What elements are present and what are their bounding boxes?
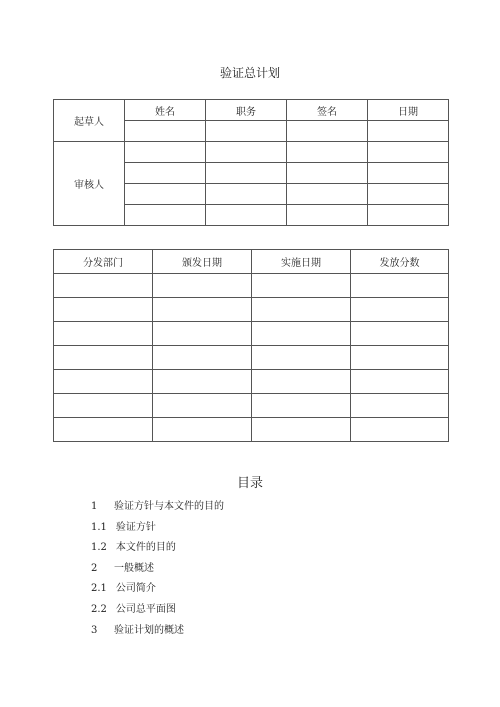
table-cell[interactable]: [351, 346, 449, 370]
table-cell[interactable]: [54, 394, 153, 418]
document-title: 验证总计划: [219, 66, 280, 80]
toc-item[interactable]: [91, 562, 224, 583]
table-row: [54, 394, 449, 418]
table-cell[interactable]: [252, 370, 351, 394]
table-cell[interactable]: [252, 298, 351, 322]
table-row: [54, 370, 449, 394]
table-cell[interactable]: [125, 163, 206, 184]
table-cell[interactable]: [368, 142, 449, 163]
table-cell[interactable]: [153, 418, 252, 442]
table-cell[interactable]: [368, 184, 449, 205]
table-cell[interactable]: [153, 346, 252, 370]
toc-item-number: 1.1: [91, 521, 107, 533]
column-header-name: 姓名: [125, 100, 206, 121]
table-row: [54, 100, 449, 121]
toc-item[interactable]: [91, 541, 224, 562]
table-cell[interactable]: [368, 163, 449, 184]
table-cell[interactable]: [54, 370, 153, 394]
table-cell[interactable]: [54, 322, 153, 346]
table-cell[interactable]: [153, 370, 252, 394]
table-cell[interactable]: [351, 274, 449, 298]
toc-title: 目录: [236, 476, 263, 491]
table-cell[interactable]: [206, 142, 287, 163]
table-cell[interactable]: [206, 163, 287, 184]
table-row: [54, 250, 449, 274]
toc-item-text: 公司简介: [115, 583, 156, 595]
toc-item[interactable]: [91, 624, 224, 645]
drafter-name-cell[interactable]: [125, 121, 206, 142]
table-cell[interactable]: [54, 298, 153, 322]
table-row: [54, 322, 449, 346]
table-cell[interactable]: [206, 205, 287, 226]
toc-item-number: 2.1: [91, 583, 107, 595]
table-cell[interactable]: [54, 418, 153, 442]
column-header-department: 分发部门: [54, 250, 153, 274]
table-cell[interactable]: [351, 394, 449, 418]
drafter-label: 起草人: [54, 100, 125, 142]
table-cell[interactable]: [368, 205, 449, 226]
table-cell[interactable]: [351, 418, 449, 442]
toc-item[interactable]: [91, 521, 224, 542]
column-header-issue-date: 颁发日期: [153, 250, 252, 274]
toc-item-text: 本文件的目的: [115, 542, 176, 554]
toc-item-number: 3: [91, 624, 98, 636]
drafter-position-cell[interactable]: [206, 121, 287, 142]
column-header-signature: 签名: [287, 100, 368, 121]
table-cell[interactable]: [252, 322, 351, 346]
table-row: [54, 142, 449, 163]
toc-item-number: 1.2: [91, 542, 107, 554]
column-header-copies: 发放分数: [351, 250, 449, 274]
table-cell[interactable]: [287, 142, 368, 163]
toc-item-text: 一般概述: [114, 562, 154, 574]
table-cell[interactable]: [125, 184, 206, 205]
column-header-position: 职务: [206, 100, 287, 121]
table-cell[interactable]: [153, 274, 252, 298]
table-row: [54, 298, 449, 322]
table-cell[interactable]: [125, 205, 206, 226]
toc-item-text: 公司总平面图: [115, 603, 176, 615]
drafter-date-cell[interactable]: [368, 121, 449, 142]
table-row: [54, 274, 449, 298]
table-cell[interactable]: [54, 346, 153, 370]
table-row: [54, 346, 449, 370]
table-cell[interactable]: [252, 346, 351, 370]
table-cell[interactable]: [153, 298, 252, 322]
table-cell[interactable]: [252, 394, 351, 418]
table-cell[interactable]: [153, 394, 252, 418]
toc-item-number: 2.2: [91, 603, 107, 615]
table-cell[interactable]: [125, 142, 206, 163]
drafter-signature-cell[interactable]: [287, 121, 368, 142]
table-cell[interactable]: [206, 184, 287, 205]
toc-item[interactable]: [91, 500, 224, 521]
table-cell[interactable]: [287, 205, 368, 226]
table-of-contents: [91, 500, 224, 644]
distribution-table: [53, 249, 449, 442]
reviewer-label: 审核人: [54, 142, 125, 226]
table-cell[interactable]: [252, 274, 351, 298]
table-row: [54, 418, 449, 442]
table-cell[interactable]: [153, 322, 252, 346]
table-cell[interactable]: [287, 163, 368, 184]
toc-item-number: 1: [91, 501, 98, 512]
table-cell[interactable]: [351, 298, 449, 322]
toc-item-text: 验证计划的概述: [114, 624, 184, 636]
table-cell[interactable]: [54, 274, 153, 298]
toc-item[interactable]: [91, 603, 224, 624]
table-cell[interactable]: [287, 184, 368, 205]
column-header-effective-date: 实施日期: [252, 250, 351, 274]
table-cell[interactable]: [351, 370, 449, 394]
table-cell[interactable]: [351, 322, 449, 346]
toc-item-text: 验证方针: [115, 521, 156, 533]
toc-item[interactable]: [91, 582, 224, 603]
column-header-date: 日期: [368, 100, 449, 121]
toc-item-text: 验证方针与本文件的目的: [114, 501, 224, 512]
signature-table: [53, 99, 449, 226]
toc-item-number: 2: [91, 562, 98, 574]
table-cell[interactable]: [252, 418, 351, 442]
